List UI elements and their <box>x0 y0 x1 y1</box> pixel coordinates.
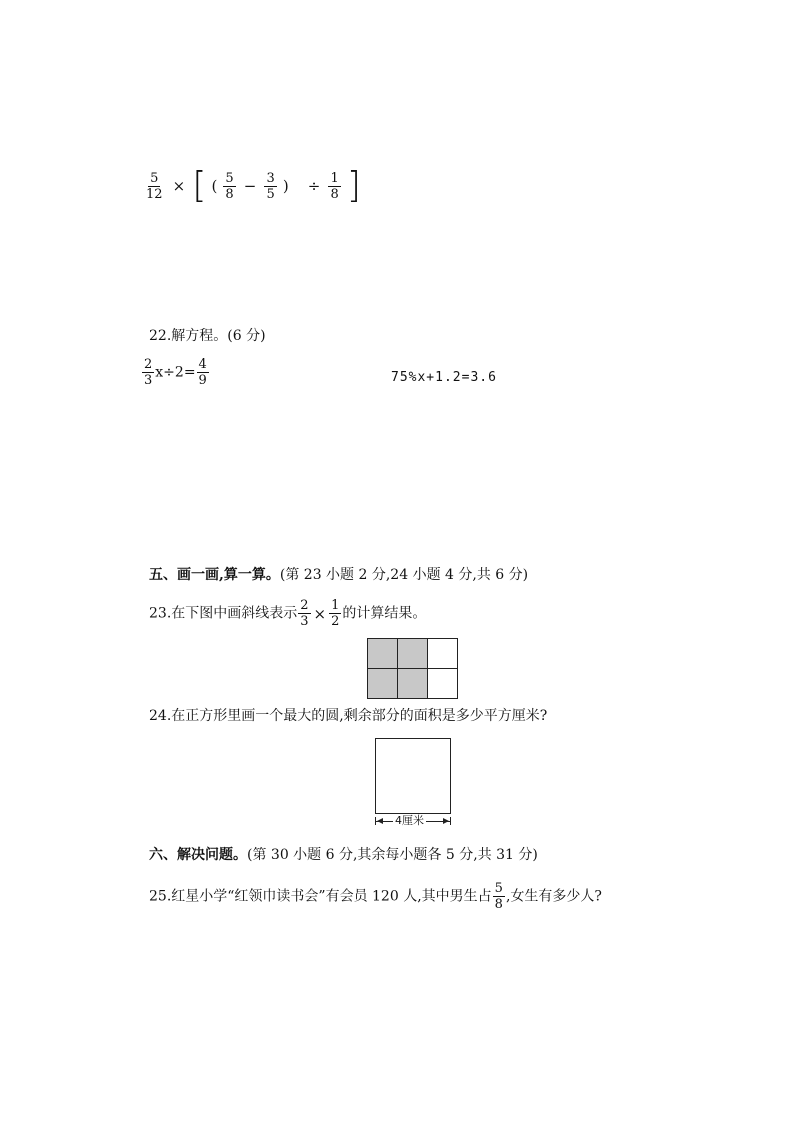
fraction: $\frac{2}{3}$ <box>300 598 309 629</box>
arrow-right-icon <box>443 818 449 824</box>
grid-cell <box>427 668 458 699</box>
expression-21 <box>143 165 361 206</box>
grid-cell-shaded <box>397 638 428 669</box>
left-bracket: [ <box>192 165 207 206</box>
dimension-tick-right <box>450 817 451 825</box>
section-5-heading <box>149 566 528 584</box>
fraction: $\frac{2}{3}$ <box>144 357 153 388</box>
grid-cell <box>427 638 458 669</box>
question-23-prefix: 23.在下图中画斜线表示 <box>149 605 298 622</box>
question-22-title: 22.解方程。(6 分) <box>149 328 266 344</box>
square-figure <box>375 738 451 814</box>
grid-cell-shaded <box>367 638 398 669</box>
dimension-label: 4厘米 <box>395 814 424 827</box>
question-25-suffix: ,女生有多少人? <box>505 888 602 905</box>
fraction-grid <box>367 638 458 699</box>
question-23 <box>149 598 426 629</box>
question-23-suffix: 的计算结果。 <box>342 605 427 622</box>
equation-1 <box>141 357 210 388</box>
times-sign: × <box>172 177 186 195</box>
fraction: $\frac{4}{9}$ <box>198 357 207 388</box>
question-25 <box>149 881 602 912</box>
fraction: $\frac{3}{5}$ <box>266 170 275 202</box>
fraction: $\frac{5}{8}$ <box>225 170 234 202</box>
right-paren: ) <box>282 177 289 195</box>
section-5-title: 五、画一画,算一算。 <box>149 567 280 583</box>
arrow-left-icon <box>377 818 383 824</box>
right-bracket: ] <box>346 165 361 206</box>
grid-cell-shaded <box>397 668 428 699</box>
fraction: $\frac{5}{12}$ <box>146 170 163 202</box>
grid-cell-shaded <box>367 668 398 699</box>
section-5-note: (第 23 小题 2 分,24 小题 4 分,共 6 分) <box>279 567 529 583</box>
question-25-prefix: 25.红星小学“红领巾读书会”有会员 120 人,其中男生占 <box>149 888 492 905</box>
fraction: $\frac{1}{2}$ <box>331 598 340 629</box>
minus-sign: − <box>243 177 257 195</box>
fraction: $\frac{5}{8}$ <box>494 881 503 912</box>
section-6-note: (第 30 小题 6 分,其余每小题各 5 分,共 31 分) <box>247 847 538 863</box>
times-sign: × <box>313 604 327 623</box>
left-paren: ( <box>211 177 218 195</box>
section-6-title: 六、解决问题。 <box>149 847 247 863</box>
fraction: $\frac{1}{8}$ <box>330 170 339 202</box>
divide-sign: ÷ <box>307 177 321 195</box>
equation-1-body: x÷2= <box>155 364 196 381</box>
section-6-heading <box>149 846 538 864</box>
dimension-tick-left <box>375 817 376 825</box>
question-24-text: 24.在正方形里画一个最大的圆,剩余部分的面积是多少平方厘米? <box>149 708 548 724</box>
equation-2: 75%x+1.2=3.6 <box>391 370 497 385</box>
